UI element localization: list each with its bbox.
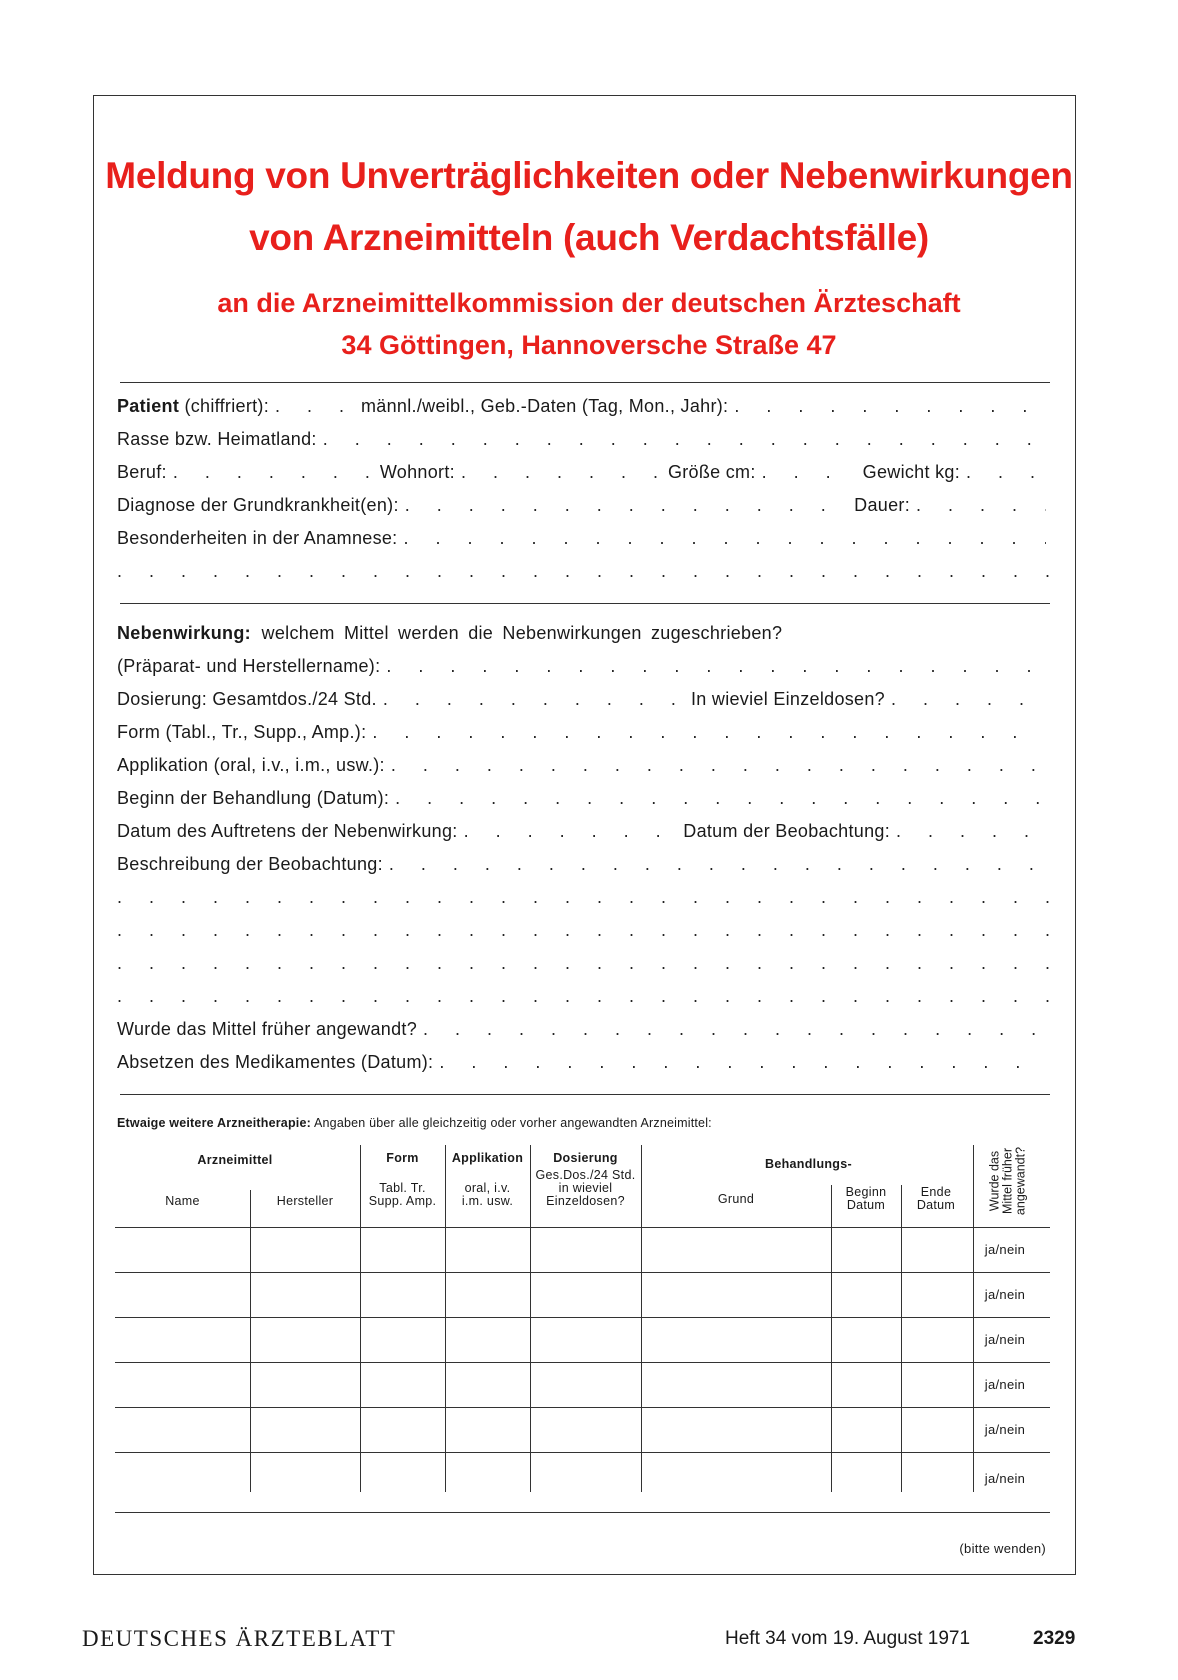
field-row-beschreibung[interactable]: Beschreibung der Beobachtung: . . . <box>117 854 1052 882</box>
col-form-sub2: Supp. Amp. <box>368 1194 437 1208</box>
field-row-rasse[interactable]: Rasse bzw. Heimatland: . . . <box>117 429 1052 457</box>
footer-issue: Heft 34 vom 19. August 1971 <box>725 1628 971 1649</box>
col-app-sub1: oral, i.v. <box>464 1181 511 1195</box>
field-row-auftreten[interactable]: Datum des Auftretens der Nebenwirkung: . . . Datum der Beobachtung: . . . <box>117 821 1052 849</box>
cell-ja-nein[interactable]: ja/nein <box>984 1471 1026 1486</box>
form-subtitle-line1: an die Arzneimittelkommission der deutschen Ärzteschaft <box>217 288 961 318</box>
field-row-diagnose[interactable]: Diagnose der Grundkrankheit(en): . . . Dauer: . . . <box>117 495 1052 523</box>
col-applikation: Applikation <box>451 1151 524 1165</box>
field-row-praeparat[interactable]: (Präparat- und Herstellername): . . . <box>117 656 1052 684</box>
form-subtitle-line2: 34 Göttingen, Hannoversche Straße 47 <box>341 330 837 360</box>
cell-ja-nein[interactable]: ja/nein <box>984 1377 1026 1392</box>
divider-nebenwirkung <box>120 1094 1050 1095</box>
table-header-rule <box>115 1227 1050 1228</box>
table-row-rule <box>115 1407 1050 1408</box>
col-app-sub2: i.m. usw. <box>461 1194 514 1208</box>
field-row-beschreibung-cont[interactable] <box>117 887 1052 915</box>
col-arzneimittel: Arzneimittel <box>197 1153 273 1167</box>
col-dos-sub1: Ges.Dos./24 Std. <box>535 1168 636 1182</box>
cell-ja-nein[interactable]: ja/nein <box>984 1332 1026 1347</box>
cell-ja-nein[interactable]: ja/nein <box>984 1422 1026 1437</box>
table-bottom-rule <box>115 1512 1050 1513</box>
field-row-dosierung[interactable]: Dosierung: Gesamtdos./24 Std. . . . In wieviel Einzeldosen? . . . <box>117 689 1052 717</box>
form-title-line1: Meldung von Unverträglichkeiten oder Nebenwirkungen <box>105 155 1073 196</box>
field-row-beginn[interactable]: Beginn der Behandlung (Datum): . . . <box>117 788 1052 816</box>
field-row-anamnese[interactable]: Besonderheiten in der Anamnese: . . . <box>117 528 1052 556</box>
col-dos-sub2: in wieviel <box>558 1181 613 1195</box>
field-row-beschreibung-cont[interactable] <box>117 986 1052 1014</box>
col-form-sub1: Tabl. Tr. <box>379 1181 426 1195</box>
divider-top <box>120 382 1050 383</box>
field-row-patient[interactable]: Patient (chiffriert): . . . männl./weibl., Geb.-Daten (Tag, Mon., Jahr): . . . <box>117 396 1052 424</box>
col-dosierung: Dosierung <box>553 1151 618 1165</box>
footer-publication: DEUTSCHES ÄRZTEBLATT <box>82 1626 397 1651</box>
col-behandlungs: Behandlungs- <box>765 1157 852 1171</box>
table-vline <box>250 1190 251 1492</box>
col-hersteller: Hersteller <box>276 1194 334 1208</box>
col-ende: Ende <box>920 1185 952 1199</box>
table-vline <box>831 1185 832 1492</box>
field-row-beschreibung-cont[interactable] <box>117 920 1052 948</box>
table-row-rule <box>115 1362 1050 1363</box>
field-row-frueher[interactable]: Wurde das Mittel früher angewandt? . . . <box>117 1019 1052 1047</box>
col-form: Form <box>386 1151 419 1165</box>
col-beginn: Beginn <box>845 1185 887 1199</box>
col-beginn-datum: Datum <box>846 1198 886 1212</box>
field-row-applikation[interactable]: Applikation (oral, i.v., i.m., usw.): . . . <box>117 755 1052 783</box>
table-row-rule <box>115 1452 1050 1453</box>
therapy-heading: Etwaige weitere Arzneitherapie: Angaben über alle gleichzeitig oder vorher angewandten Arzneimittel: <box>117 1116 712 1130</box>
field-row-anamnese-cont[interactable] <box>117 561 1052 589</box>
field-row-beruf[interactable]: Beruf: . . . Wohnort: . . . Größe cm: . . . Gewicht kg: . . . <box>117 462 1052 490</box>
form-title-line2: von Arzneimitteln (auch Verdachtsfälle) <box>249 217 929 258</box>
table-vline <box>641 1145 642 1492</box>
table-row-rule <box>115 1272 1050 1273</box>
col-ende-datum: Datum <box>916 1198 956 1212</box>
table-vline <box>445 1145 446 1492</box>
table-row-rule <box>115 1317 1050 1318</box>
col-name: Name <box>165 1194 200 1208</box>
cell-ja-nein[interactable]: ja/nein <box>984 1287 1026 1302</box>
footer-page-number: 2329 <box>1033 1628 1076 1649</box>
table-vline <box>973 1145 974 1492</box>
table-vline <box>360 1145 361 1492</box>
table-vline <box>901 1185 902 1492</box>
field-row-absetzen[interactable]: Absetzen des Medikamentes (Datum): . . . <box>117 1052 1052 1080</box>
divider-patient <box>120 603 1050 604</box>
field-row-beschreibung-cont[interactable] <box>117 953 1052 981</box>
col-dos-sub3: Einzeldosen? <box>546 1194 625 1208</box>
table-vline <box>530 1145 531 1492</box>
field-row-nebenwirkung: Nebenwirkung: welchem Mittel werden die Nebenwirkungen zugeschrieben? <box>117 623 783 643</box>
cell-ja-nein[interactable]: ja/nein <box>984 1242 1026 1257</box>
field-row-form[interactable]: Form (Tabl., Tr., Supp., Amp.): . . . <box>117 722 1052 750</box>
bitte-wenden-note: (bitte wenden) <box>959 1541 1046 1556</box>
col-grund: Grund <box>717 1192 755 1206</box>
col-wurde-angewandt: Wurde das Mittel früher angewandt? <box>987 1146 1028 1216</box>
